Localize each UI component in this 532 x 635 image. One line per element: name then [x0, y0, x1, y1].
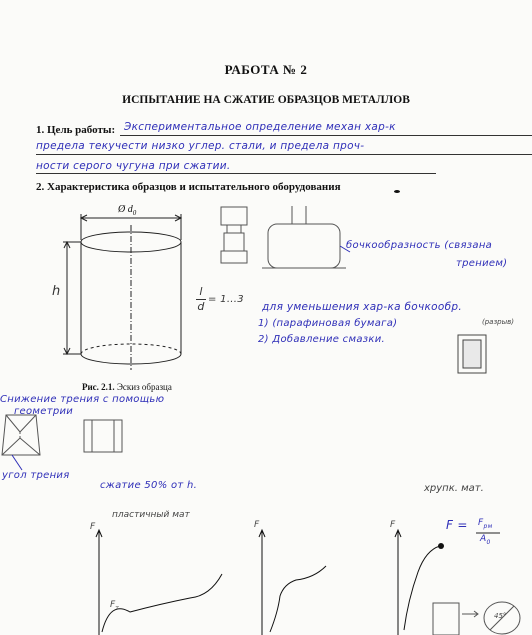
- page-title: РАБОТА № 2: [224, 62, 308, 77]
- section1-line3: ности серого чугуна при сжатии.: [36, 160, 231, 172]
- section1-label: 1. Цель работы:: [36, 124, 116, 136]
- figure-caption: Рис. 2.1. Эскиз образца: [82, 382, 172, 392]
- paper-specimen-sketch: [458, 335, 486, 373]
- graph1-axis-label: F: [90, 522, 96, 532]
- graph-middle: [259, 530, 326, 635]
- note-item2: 2) Добавление смазки.: [258, 334, 385, 345]
- note-friction-1: Снижение трения с помощью: [0, 394, 165, 405]
- formula-lhs: F =: [446, 518, 468, 532]
- fracture-sketch: [433, 602, 520, 635]
- graph-plastic: [96, 530, 222, 635]
- press-sketch: [221, 206, 346, 268]
- note-small: (разрыв): [482, 318, 515, 326]
- note-friction-2: геометрии: [14, 406, 74, 417]
- ratio-value: = 1...3: [208, 294, 244, 305]
- note-barrel: бочкообразность (связана: [346, 240, 493, 251]
- graph2-axis-label: F: [254, 520, 260, 530]
- ink-dot: [394, 190, 400, 193]
- note-barrel-2: трением): [456, 258, 508, 269]
- formula-numerator: $F_{рм}$: [478, 518, 493, 530]
- note-plastic: пластичный мат: [112, 510, 190, 520]
- ratio-fraction: l d: [197, 285, 205, 313]
- note-reduce: для уменьшения хар-ка бочкообр.: [262, 301, 462, 313]
- note-compress: сжатие 50% от h.: [100, 480, 198, 491]
- section2-label: 2. Характеристика образцов и испытательного оборудования: [36, 181, 341, 193]
- formula-denominator: $A_0$: [480, 534, 491, 546]
- graph1-ft-label: $F_т$: [110, 600, 119, 612]
- note-item1: 1) (парафиновая бумага): [258, 318, 398, 329]
- diameter-label: Ø $d_0$: [118, 204, 137, 217]
- cylinder-drawing: [63, 214, 181, 370]
- height-label: h: [52, 284, 61, 299]
- note-angle: угол трения: [2, 470, 70, 481]
- graph3-axis-label: F: [390, 520, 396, 530]
- note-brittle: хрупк. мат.: [424, 483, 484, 494]
- friction-geometry-sketch: [2, 415, 122, 455]
- section1-line2: предела текучести низко углер. стали, и предела проч-: [36, 140, 365, 152]
- section1-line1: Экспериментальное определение механ хар-к: [124, 121, 396, 133]
- angle-degree-label: 45°: [494, 612, 507, 620]
- page-subtitle: ИСПЫТАНИЕ НА СЖАТИЕ ОБРАЗЦОВ МЕТАЛЛОВ: [122, 94, 410, 106]
